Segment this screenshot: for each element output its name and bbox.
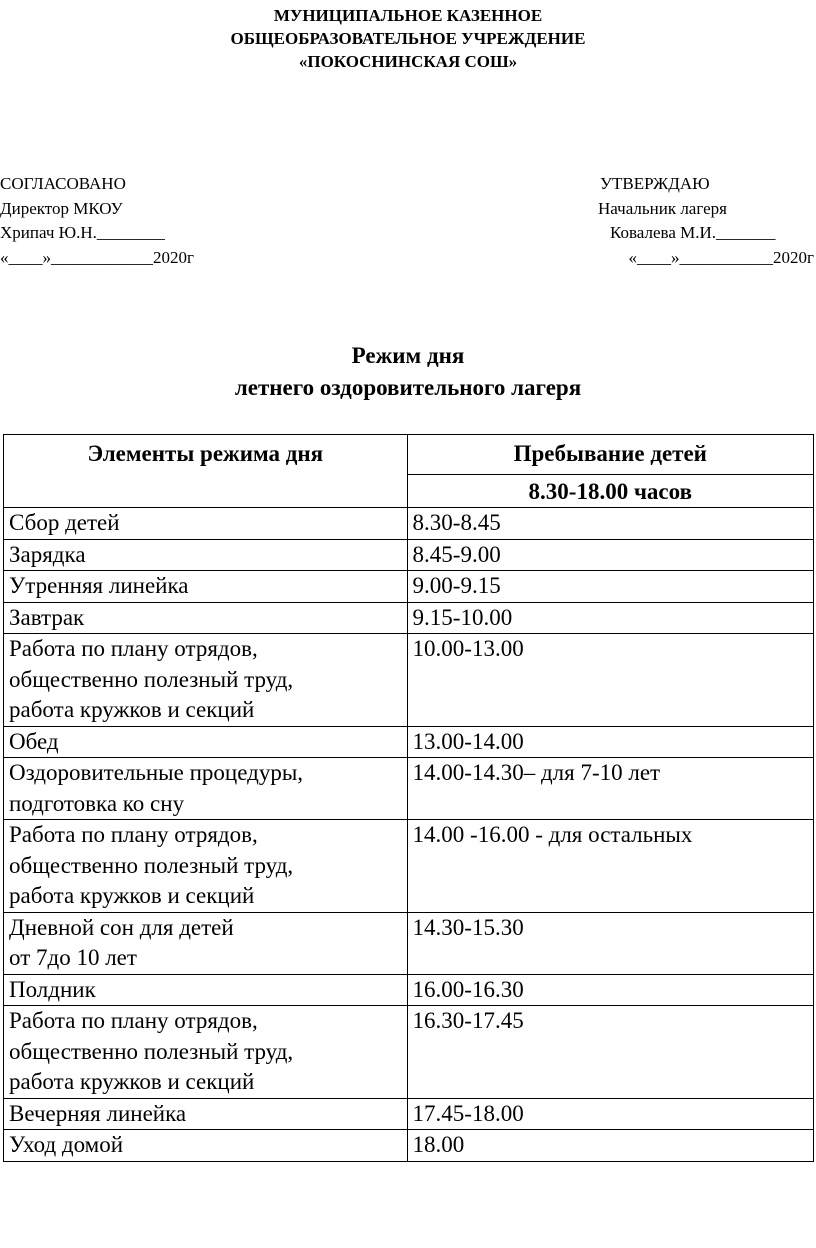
approval-agreed-date: «____»____________2020г: [0, 247, 194, 267]
activity-text: Сбор детей: [9, 510, 120, 535]
activity-text: работа кружков и секций: [9, 883, 255, 908]
table-row: [4, 1130, 814, 1162]
table-row: [4, 820, 814, 913]
time-cell: [407, 974, 813, 1006]
approval-approved: [564, 172, 814, 270]
approval-approved-signature: Ковалева М.И._______: [610, 223, 776, 242]
time-text: 17.45-18.00: [412, 1100, 524, 1126]
time-cell: [407, 634, 813, 727]
time-text: 8.30-8.45: [412, 510, 501, 535]
table-row: [4, 758, 814, 820]
activity-cell: [4, 508, 408, 540]
activity-text: Работа по плану отрядов,: [9, 1008, 258, 1033]
activity-text: Работа по плану отрядов,: [9, 636, 258, 661]
activity-text: Утренняя линейка: [9, 573, 189, 598]
header-stay: Пребывание детей: [407, 435, 813, 475]
time-text: 14.00 -16.00 - для остальных: [412, 822, 693, 847]
activity-text: Зарядка: [9, 541, 86, 567]
time-cell: [407, 1006, 813, 1099]
activity-text: Уход домой: [9, 1132, 124, 1157]
time-text: 14.30-15.30: [412, 914, 524, 940]
time-text: 10.00-13.00: [412, 636, 524, 661]
time-cell: [407, 758, 813, 820]
time-cell: [407, 539, 813, 571]
activity-text: Полдник: [9, 976, 96, 1002]
activity-cell: [4, 1130, 408, 1162]
activity-text: Оздоровительные процедуры,: [9, 760, 304, 785]
table-row: [4, 1098, 814, 1130]
table-row: [4, 726, 814, 758]
time-cell: [407, 1130, 813, 1162]
time-text: 9.15-10.00: [412, 604, 513, 630]
table-row: [4, 974, 814, 1006]
schedule-body: [4, 508, 814, 1162]
activity-text: общественно полезный труд,: [9, 852, 294, 878]
activity-text: Работа по плану отрядов,: [9, 822, 258, 847]
activity-cell: [4, 974, 408, 1006]
activity-cell: [4, 758, 408, 820]
activity-text: Обед: [9, 728, 59, 754]
activity-text: общественно полезный труд,: [9, 1038, 294, 1064]
title-line-1: Режим дня: [351, 343, 465, 368]
title-line-2: летнего оздоровительного лагеря: [234, 375, 582, 400]
table-row: [4, 912, 814, 974]
time-cell: [407, 820, 813, 913]
time-cell: [407, 508, 813, 540]
activity-text: от 7до 10 лет: [9, 945, 137, 970]
activity-text: Дневной сон для детей: [9, 914, 234, 940]
activity-cell: [4, 571, 408, 603]
approval-approved-position: Начальник лагеря: [598, 198, 727, 218]
header-stay-hours: 8.30-18.00 часов: [407, 474, 813, 508]
time-cell: [407, 571, 813, 603]
time-text: 16.30-17.45: [412, 1008, 524, 1033]
activity-cell: [4, 1098, 408, 1130]
organization-line: «ПОКОСНИНСКАЯ СОШ»: [298, 52, 518, 71]
activity-text: общественно полезный труд,: [9, 666, 294, 692]
table-row: [4, 508, 814, 540]
table-row: [4, 571, 814, 603]
approval-approved-date: «____»___________2020г: [628, 247, 814, 267]
time-cell: [407, 1098, 813, 1130]
document-title: [0, 340, 816, 404]
activity-text: работа кружков и секций: [9, 1069, 255, 1094]
time-text: 18.00: [412, 1132, 465, 1157]
header-activities: Элементы режима дня: [4, 435, 408, 508]
activity-cell: [4, 602, 408, 634]
activity-cell: [4, 634, 408, 727]
table-row: [4, 539, 814, 571]
activity-cell: [4, 726, 408, 758]
activity-cell: [4, 820, 408, 913]
table-header-row: [4, 435, 814, 475]
time-text: 14.00-14.30– для 7-10 лет: [412, 760, 661, 785]
time-cell: [407, 912, 813, 974]
approval-block: [0, 172, 816, 268]
organization-line: МУНИЦИПАЛЬНОЕ КАЗЕННОЕ: [273, 6, 543, 25]
approval-approved-label: УТВЕРЖДАЮ: [600, 174, 710, 193]
approval-agreed-position: Директор МКОУ: [0, 198, 123, 218]
time-cell: [407, 726, 813, 758]
activity-text: Завтрак: [9, 604, 85, 630]
organization-header: [0, 4, 816, 73]
activity-text: работа кружков и секций: [9, 697, 255, 722]
activity-cell: [4, 912, 408, 974]
table-row: [4, 1006, 814, 1099]
activity-cell: [4, 539, 408, 571]
time-cell: [407, 602, 813, 634]
table-row: [4, 602, 814, 634]
approval-agreed-label: СОГЛАСОВАНО: [0, 174, 126, 193]
organization-line: ОБЩЕОБРАЗОВАТЕЛЬНОЕ УЧРЕЖДЕНИЕ: [230, 29, 586, 48]
approval-agreed-signature: Хрипач Ю.Н.________: [0, 223, 165, 242]
time-text: 9.00-9.15: [412, 573, 501, 598]
time-text: 13.00-14.00: [412, 728, 524, 754]
approval-agreed: [0, 172, 300, 270]
activity-text: Вечерняя линейка: [9, 1100, 187, 1126]
table-row: [4, 634, 814, 727]
activity-text: подготовка ко сну: [9, 790, 185, 816]
time-text: 16.00-16.30: [412, 976, 524, 1002]
time-text: 8.45-9.00: [412, 541, 501, 567]
schedule-table: [3, 434, 814, 1162]
activity-cell: [4, 1006, 408, 1099]
